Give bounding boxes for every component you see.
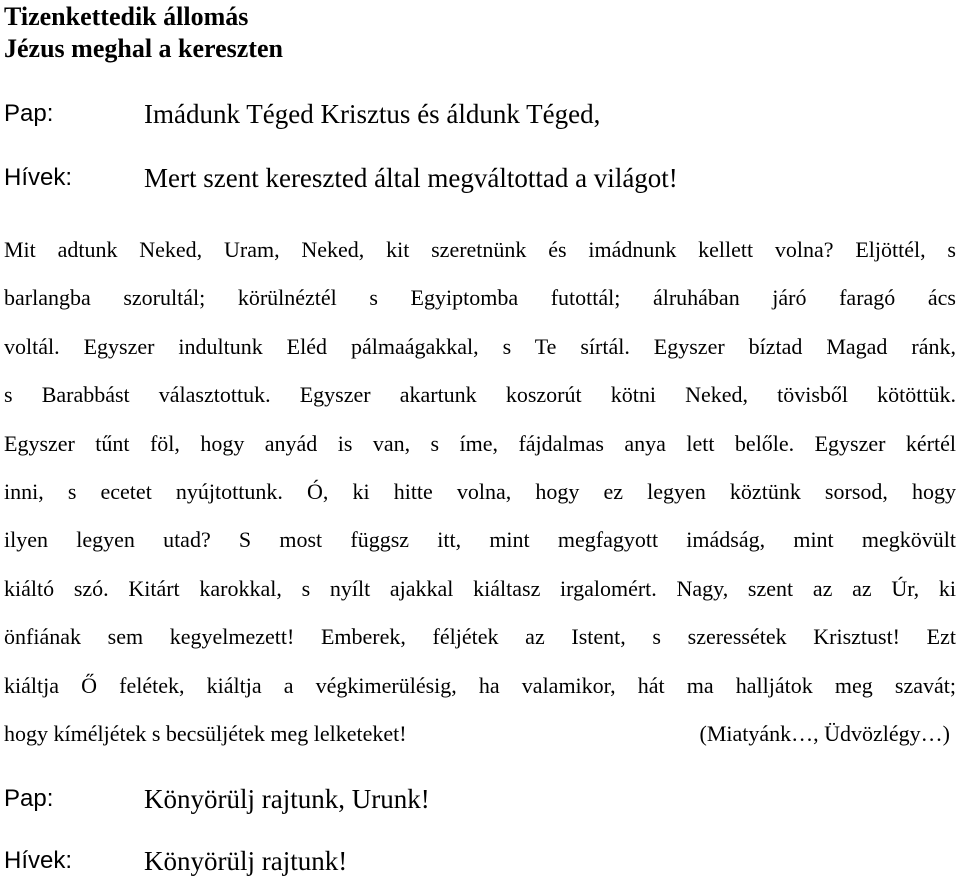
- meditation-line: Egyszer tűnt föl, hogy anyád is van, s íme, fájdalmas anya lett belőle. Egyszer kértél: [4, 430, 956, 456]
- meditation-last-line: [4, 710, 956, 758]
- faithful-role-label: Hívek:: [4, 847, 73, 874]
- meditation-line: önfiának sem kegyelmezett! Emberek, féljétek az Istent, s szeressétek Krisztust! Ezt: [4, 624, 956, 650]
- meditation-line: barlangba szorultál; körülnéztél s Egyiptomba futottál; álruhában járó faragó ács: [4, 285, 956, 311]
- meditation-line: s Barabbást választottuk. Egyszer akartunk koszorút kötni Neked, tövisből kötöttük.: [4, 382, 956, 408]
- priest-role-label: Pap:: [4, 100, 54, 127]
- prayer-refrain: (Miatyánk…, Üdvözlégy…): [699, 720, 950, 746]
- meditation-line: ilyen legyen utad? S most függsz itt, mint megfagyott imádság, mint megkövült: [4, 527, 956, 553]
- station-title: Jézus meghal a kereszten: [4, 34, 283, 63]
- meditation-line: kiáltja Ő felétek, kiáltja a végkimerülésig, ha valamikor, hát ma halljátok meg szavát;: [4, 672, 956, 698]
- meditation-line: voltál. Egyszer indultunk Eléd pálmaágakkal, s Te sírtál. Egyszer bíztad Magad ránk,: [4, 333, 956, 359]
- faithful-response-text: Mert szent kereszted által megváltottad a világot!: [144, 163, 678, 193]
- priest-role-label: Pap:: [4, 785, 54, 812]
- priest-response-text: Könyörülj rajtunk, Urunk!: [144, 784, 430, 814]
- meditation-paragraph: [4, 226, 956, 758]
- station-heading: Tizenkettedik állomás: [4, 2, 249, 31]
- meditation-line: Mit adtunk Neked, Uram, Neked, kit szeretnünk és imádnunk kellett volna? Eljöttél, s: [4, 237, 956, 262]
- faithful-response-text: Könyörülj rajtunk!: [144, 846, 348, 876]
- meditation-line: inni, s ecetet nyújtottunk. Ó, ki hitte volna, hogy ez legyen köztünk sorsod, hogy: [4, 478, 956, 504]
- meditation-line: kiáltó szó. Kitárt karokkal, s nyílt ajakkal kiáltasz irgalomért. Nagy, szent az az Úr, ki: [4, 575, 956, 601]
- priest-response-text: Imádunk Téged Krisztus és áldunk Téged,: [144, 99, 601, 129]
- faithful-role-label: Hívek:: [4, 164, 73, 191]
- meditation-closing-text: hogy kíméljétek s becsüljétek meg lelketeket!: [4, 720, 407, 746]
